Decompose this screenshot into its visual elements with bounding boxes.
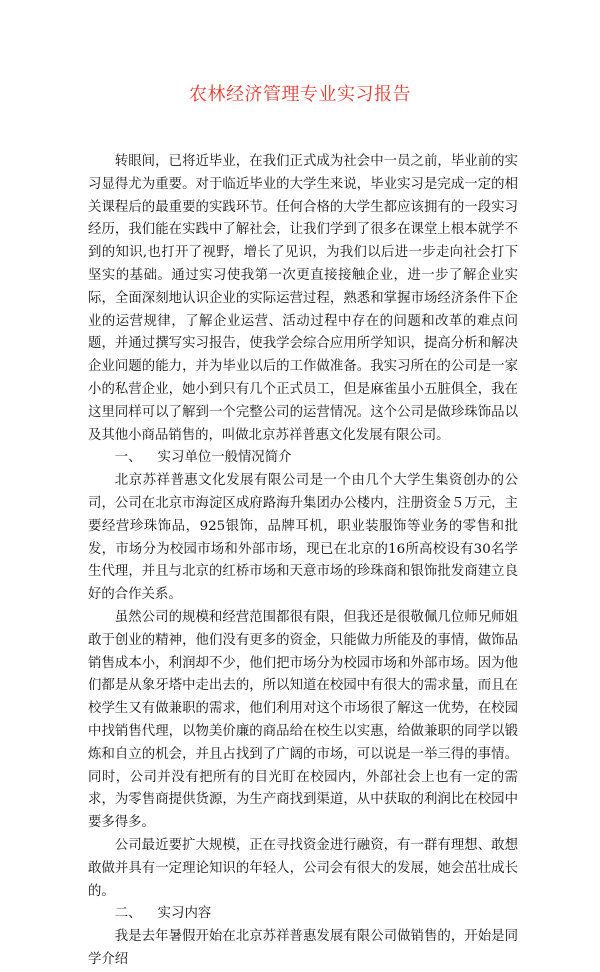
company-profile-paragraph: 北京苏祥普惠文化发展有限公司是一个由几个大学生集资创办的公司，公司在北京市海淀区成府路海升集团办公楼内，注册资金５万元，主要经营珍珠饰品，925银饰，品牌耳机，职业装服饰等业务的零售和批发，市场分为校园市场和外部市场，现已在北京的16所高校设有30名学生代理，并且与北京的红桥市场和天意市场的珍珠商和银饰批发商建立良好的合作关系。 [88, 473, 518, 603]
section-heading-text: 实习单位一般情况简介 [157, 450, 292, 466]
intro-paragraph: 转眼间，已将近毕业，在我们正式成为社会中一员之前，毕业前的实习显得尤为重要。对于临近毕业的大学生来说，毕业实习是完成一定的相关课程后的最重要的实践环节。任何合格的大学生都应该拥有的一段实习经历，我们能在实践中了解社会，让我们学到了很多在课堂上根本就学不到的知识,也打开了视野，增长了见识，为我们以后进一步走向社会打下坚实的基础。通过实习使我第一次更直接接触企业，进一步了解企业实际，全面深刻地认识企业的实际运营过程，熟悉和掌握市场经济条件下企业的运营规律，了解企业运营、活动过程中存在的问题和改革的难点问题，并通过撰写实习报告，使我学会综合应用所学知识，提高分析和解决企业问题的能力，并为毕业以后的工作做准备。我实习所在的公司是一家小的私营企业，她小到只有几个正式员工，但是麻雀虽小五脏俱全，我在这里同样可以了解到一个完整公司的运营情况。这个公司是做珍珠饰品以及其他小商品销售的，叫做北京苏祥普惠文化发展有限公司。 [88, 154, 518, 443]
section-number: 一、 [114, 450, 142, 466]
company-expansion-paragraph: 公司最近要扩大规模，正在寻找资金进行融资，有一群有理想、敢想敢做并具有一定理论知识的年轻人，公司会有很大的发展，她会茁壮成长的。 [88, 837, 518, 899]
section-heading-text: 实习内容 [157, 906, 212, 922]
section-heading-company-overview [88, 447, 518, 470]
internship-content-paragraph: 我是去年暑假开始在北京苏祥普惠发展有限公司做销售的，开始是同学介绍 [88, 929, 518, 967]
company-business-paragraph: 虽然公司的规模和经营范围都很有限，但我还是很敬佩几位师兄师姐敢于创业的精神，他们没有更多的资金，只能做力所能及的事情，做饰品销售成本小，利润却不少，他们把市场分为校园市场和外部市场。因为他们都是从象牙塔中走出去的，所以知道在校园中有很大的需求量，而且在校学生又有做兼职的需求，他们利用对这个市场很了解这一优势，在校园中找销售代理，以物美价廉的商品给在校生以实惠，给做兼职的同学以锻炼和自立的机会，并且占找到了广阔的市场，可以说是一举三得的事情。同时，公司并没有把所有的目光盯在校园内，外部社会上也有一定的需求，为零售商提供货源，为生产商找到渠道，从中获取的利润比在校园中要多得多。 [88, 609, 518, 831]
report-title: 农林经济管理专业实习报告 [189, 84, 411, 105]
report-body [88, 151, 518, 972]
section-heading-internship-content [88, 903, 518, 926]
section-number: 二、 [114, 906, 142, 922]
